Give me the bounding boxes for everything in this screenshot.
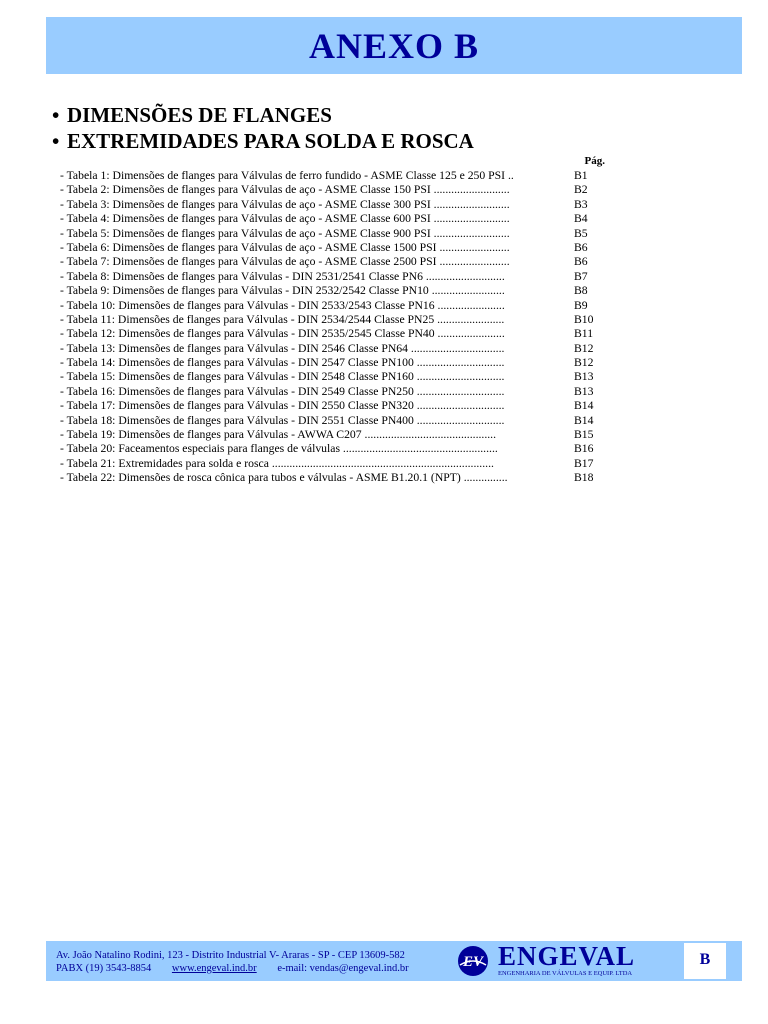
toc-entry-page: B14 <box>574 399 594 413</box>
toc-entry-page: B8 <box>574 284 588 298</box>
toc-entry-text: - Tabela 12: Dimensões de flanges para Válvulas - DIN 2535/2545 Classe PN40 ....................... <box>60 327 505 341</box>
toc-entry-text: - Tabela 15: Dimensões de flanges para Válvulas - DIN 2548 Classe PN160 .............................. <box>60 370 505 384</box>
toc-row <box>60 385 605 399</box>
toc-row <box>60 299 605 313</box>
annex-box <box>684 943 726 979</box>
footer-phone: PABX (19) 3543-8854 <box>56 963 152 974</box>
toc-entry-text: - Tabela 3: Dimensões de flanges para Válvulas de aço - ASME Classe 300 PSI .......................... <box>60 197 510 211</box>
toc-entry-page: B10 <box>574 312 594 326</box>
toc-entry-page: B11 <box>574 327 594 341</box>
toc-entry-page: B6 <box>574 255 588 269</box>
toc-entry-text: - Tabela 11: Dimensões de flanges para Válvulas - DIN 2534/2544 Classe PN25 ....................... <box>60 312 505 326</box>
toc-entry-page: B5 <box>574 226 588 240</box>
brand-name: ENGEVAL <box>498 941 636 971</box>
logo-text: EV <box>462 954 484 970</box>
toc-entry-text: - Tabela 2: Dimensões de flanges para Válvulas de aço - ASME Classe 150 PSI .......................... <box>60 183 510 197</box>
toc-row <box>60 198 605 212</box>
toc-row <box>60 183 605 197</box>
toc-row <box>60 399 605 413</box>
toc-row <box>60 284 605 298</box>
toc-row <box>60 414 605 428</box>
toc-entry-text: - Tabela 4: Dimensões de flanges para Válvulas de aço - ASME Classe 600 PSI .......................... <box>60 212 510 226</box>
footer-email: e-mail: vendas@engeval.ind.br <box>277 963 409 974</box>
footer-website-link[interactable]: www.engeval.ind.br <box>171 963 257 974</box>
heading-flanges: • DIMENSÕES DE FLANGES <box>52 103 332 127</box>
page-column-header: Pág. <box>584 155 605 167</box>
toc-entry-text: - Tabela 14: Dimensões de flanges para Válvulas - DIN 2547 Classe PN100 .............................. <box>60 356 505 370</box>
toc-entry-text: - Tabela 19: Dimensões de flanges para Válvulas - AWWA C207 ............................................. <box>60 428 497 442</box>
toc-entry-text: - Tabela 10: Dimensões de flanges para Válvulas - DIN 2533/2543 Classe PN16 ....................... <box>60 298 505 312</box>
toc-entry-text: - Tabela 5: Dimensões de flanges para Válvulas de aço - ASME Classe 900 PSI .......................... <box>60 226 510 240</box>
header-bar <box>46 17 742 74</box>
toc-entry-page: B1 <box>574 169 588 182</box>
toc-row <box>60 270 605 284</box>
toc-entry-text: - Tabela 7: Dimensões de flanges para Válvulas de aço - ASME Classe 2500 PSI ........................ <box>60 255 510 269</box>
toc-entry-text: - Tabela 8: Dimensões de flanges para Válvulas - DIN 2531/2541 Classe PN6 ........................... <box>60 269 505 283</box>
toc-row <box>60 428 605 442</box>
bullet-icon: • <box>52 103 60 127</box>
toc-row <box>60 255 605 269</box>
toc-list <box>60 169 605 486</box>
toc-entry-text: - Tabela 20: Faceamentos especiais para flanges de válvulas ..................................................... <box>60 442 498 456</box>
toc-entry-text: - Tabela 21: Extremidades para solda e rosca ............................................................................ <box>60 456 494 470</box>
toc-entry-page: B12 <box>574 341 594 355</box>
toc-entry-page: B16 <box>574 442 594 456</box>
toc-entry-page: B7 <box>574 269 588 283</box>
toc-row <box>60 227 605 241</box>
toc-row <box>60 471 605 485</box>
footer-bar <box>46 941 742 981</box>
footer-contact <box>56 963 427 974</box>
section-headings <box>52 102 474 154</box>
annex-letter: B <box>699 951 711 968</box>
toc-entry-page: B13 <box>574 384 594 398</box>
toc-row <box>60 457 605 471</box>
toc-entry-page: B2 <box>574 183 588 197</box>
toc-entry-page: B13 <box>574 370 594 384</box>
toc-entry-text: - Tabela 17: Dimensões de flanges para Válvulas - DIN 2550 Classe PN320 .............................. <box>60 399 505 413</box>
engeval-logo-icon <box>457 945 489 977</box>
toc-row <box>60 370 605 384</box>
toc-entry-page: B3 <box>574 197 588 211</box>
toc-row <box>60 327 605 341</box>
toc-row <box>60 342 605 356</box>
toc-entry-page: B18 <box>574 471 594 485</box>
toc-entry-page: B15 <box>574 428 594 442</box>
toc-entry-page: B6 <box>574 240 588 254</box>
toc-entry-text: - Tabela 13: Dimensões de flanges para Válvulas - DIN 2546 Classe PN64 ................................ <box>60 341 505 355</box>
toc-entry-text: - Tabela 9: Dimensões de flanges para Válvulas - DIN 2532/2542 Classe PN10 ......................... <box>60 284 505 298</box>
toc-entry-page: B4 <box>574 212 588 226</box>
toc-row <box>60 313 605 327</box>
toc-row <box>60 241 605 255</box>
toc-entry-text: - Tabela 1: Dimensões de flanges para Válvulas de ferro fundido - ASME Classe 125 e 250 PSI .. <box>60 169 514 182</box>
toc-row <box>60 356 605 370</box>
toc-row <box>60 212 605 226</box>
toc-entry-page: B17 <box>574 456 594 470</box>
toc-entry-text: - Tabela 22: Dimensões de rosca cônica para tubos e válvulas - ASME B1.20.1 (NPT) ............... <box>60 471 508 485</box>
toc-entry-page: B12 <box>574 356 594 370</box>
toc-row <box>60 442 605 456</box>
toc-entry-text: - Tabela 18: Dimensões de flanges para Válvulas - DIN 2551 Classe PN400 .............................. <box>60 413 505 427</box>
page-title: ANEXO B <box>308 25 480 66</box>
brand-tagline: ENGENHARIA DE VÁLVULAS E EQUIP. LTDA <box>498 970 633 977</box>
bullet-icon: • <box>52 129 60 153</box>
toc-row <box>60 169 605 183</box>
footer-address: Av. João Natalino Rodini, 123 - Distrito Industrial V- Araras - SP - CEP 13609-582 <box>56 950 405 961</box>
toc-entry-page: B9 <box>574 298 588 312</box>
toc-entry-text: - Tabela 6: Dimensões de flanges para Válvulas de aço - ASME Classe 1500 PSI ........................ <box>60 240 510 254</box>
toc-entry-page: B14 <box>574 413 594 427</box>
heading-extremidades: • EXTREMIDADES PARA SOLDA E ROSCA <box>52 129 474 153</box>
toc-entry-text: - Tabela 16: Dimensões de flanges para Válvulas - DIN 2549 Classe PN250 .............................. <box>60 384 505 398</box>
